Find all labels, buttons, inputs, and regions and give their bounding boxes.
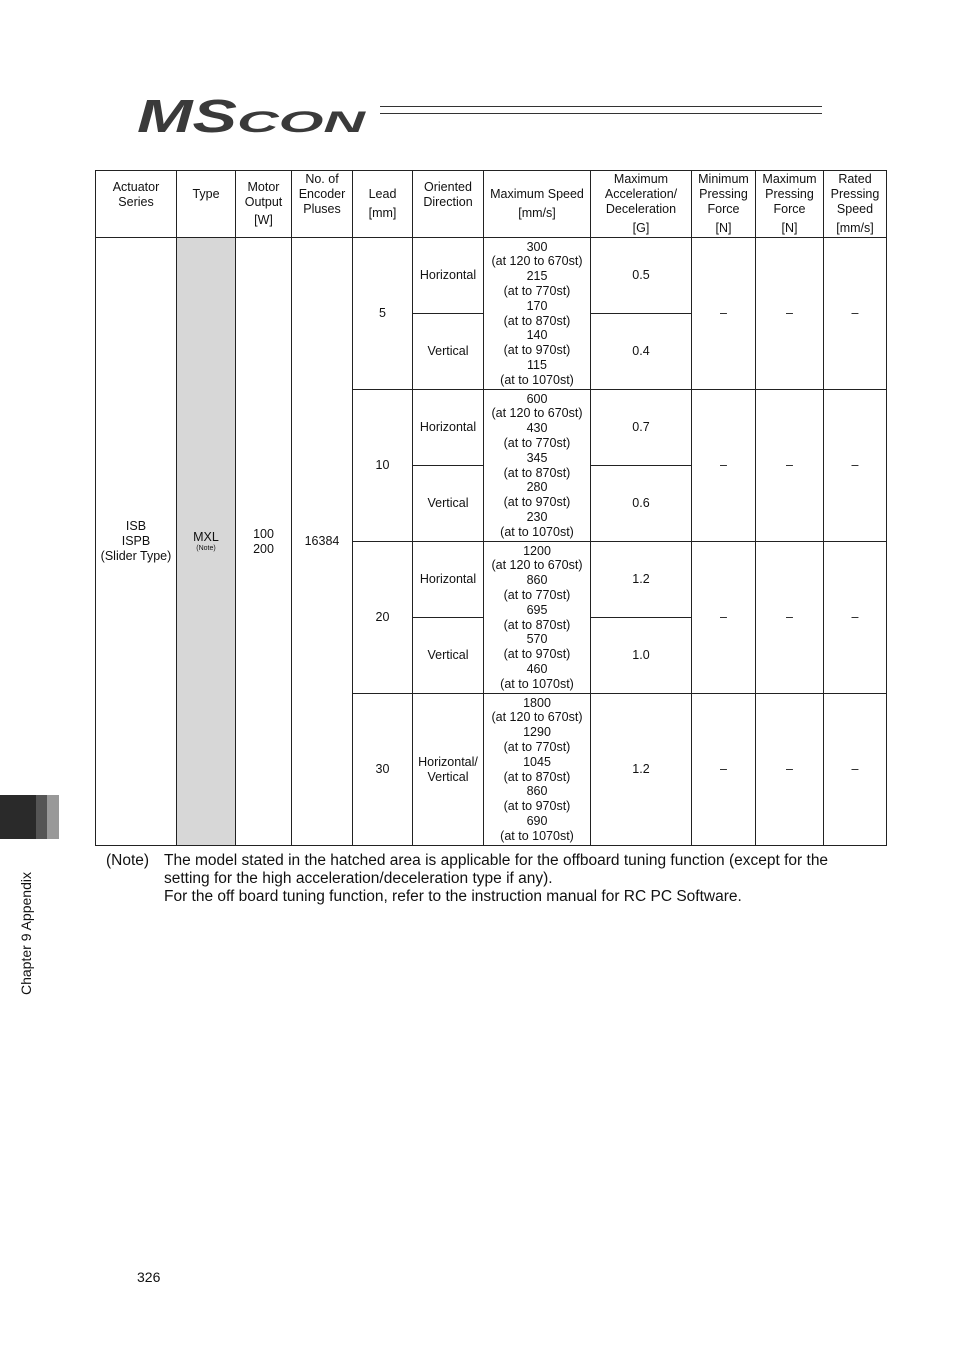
cell-line: (at to 970st) (503, 495, 571, 510)
cell-line: (at 120 to 670st) (491, 406, 583, 421)
header-rule-top (380, 106, 822, 107)
spec-table (95, 170, 887, 846)
cell-line: (at to 770st) (503, 739, 571, 754)
direction-cell: Horizontal/ Vertical (413, 694, 484, 846)
direction-cell: Vertical (413, 618, 484, 694)
chapter-tab-mid (36, 795, 47, 839)
max-accel-cell: 1.0 (591, 618, 692, 694)
lead-cell: 20 (353, 542, 413, 694)
header-direction: Oriented Direction (413, 171, 484, 238)
cell-line: (at 120 to 670st) (491, 254, 583, 269)
header-series: Actuator Series (96, 171, 177, 238)
lead-cell: 5 (353, 238, 413, 390)
header-max-speed: Maximum Speed [mm/s] (484, 171, 591, 238)
page-number: 326 (137, 1269, 161, 1285)
lead-cell: 10 (353, 390, 413, 542)
cell-line: (at to 1070st) (500, 828, 574, 843)
cell-line: 690 (526, 813, 548, 828)
chapter-tab-dark (0, 795, 36, 839)
max-speed-cell (484, 694, 591, 846)
cell-line: (at to 870st) (503, 313, 571, 328)
cell-line: (at to 770st) (503, 283, 571, 298)
cell-line: 860 (526, 784, 548, 799)
cell-line: 140 (526, 328, 548, 343)
cell-line: 695 (526, 602, 548, 617)
motor-output-cell (236, 238, 292, 846)
max-speed-cell (484, 390, 591, 542)
cell-line: ISB (125, 519, 147, 534)
cell-line: (Slider Type) (100, 548, 172, 563)
max-press-cell: – (756, 238, 824, 390)
chapter-label: Chapter 9 Appendix (18, 872, 34, 995)
rated-speed-cell: – (824, 390, 887, 542)
cell-line: (at to 1070st) (500, 676, 574, 691)
mscon-logo (137, 92, 369, 140)
cell-line: 1800 (523, 695, 551, 710)
type-cell (177, 238, 236, 846)
cell-line: 115 (527, 357, 547, 372)
footnote (106, 852, 866, 906)
max-accel-cell: 0.7 (591, 390, 692, 466)
footnote-label: (Note) (106, 852, 150, 869)
min-press-cell: – (692, 694, 756, 846)
header-type: Type (177, 171, 236, 238)
cell-line: (at to 1070st) (500, 372, 574, 387)
rated-speed-cell: – (824, 238, 887, 390)
max-press-cell: – (756, 390, 824, 542)
max-accel-cell: 0.6 (591, 466, 692, 542)
cell-line: 100 (253, 526, 274, 541)
direction-cell: Horizontal (413, 238, 484, 314)
min-press-cell: – (692, 390, 756, 542)
cell-line: (at to 970st) (503, 647, 571, 662)
cell-line: (at to 870st) (503, 465, 571, 480)
cell-line: (at to 770st) (503, 435, 571, 450)
cell-line: 1045 (523, 754, 551, 769)
cell-line: (at to 970st) (503, 799, 571, 814)
chapter-tab-light (47, 795, 59, 839)
header-max-accel: Maximum Acceleration/ Deceleration [G] (591, 171, 692, 238)
footnote-line: For the off board tuning function, refer to the instruction manual for RC PC Software. (164, 888, 742, 905)
actuator-series-cell (96, 238, 177, 846)
header-encoder: No. of Encoder Pluses (292, 171, 353, 238)
cell-line: 215 (526, 269, 548, 284)
cell-line: (at to 870st) (503, 769, 571, 784)
cell-line: 345 (526, 450, 548, 465)
direction-cell: Vertical (413, 314, 484, 390)
cell-line: (at 120 to 670st) (491, 558, 583, 573)
cell-line: 230 (526, 509, 548, 524)
cell-line: 1290 (523, 725, 551, 740)
table-header-row (96, 171, 887, 238)
header-rated-speed: Rated Pressing Speed [mm/s] (824, 171, 887, 238)
max-press-cell: – (756, 694, 824, 846)
max-speed-cell (484, 238, 591, 390)
cell-line: 1200 (523, 543, 551, 558)
cell-line: (at to 870st) (503, 617, 571, 632)
header-motor-output: Motor Output [W] (236, 171, 292, 238)
max-press-cell: – (756, 542, 824, 694)
cell-line: 430 (526, 421, 548, 436)
max-accel-cell: 1.2 (591, 542, 692, 618)
direction-cell: Horizontal (413, 542, 484, 618)
cell-line: 280 (526, 480, 548, 495)
header-rule-bottom (380, 113, 822, 114)
cell-line: 570 (526, 632, 548, 647)
encoder-cell: 16384 (292, 238, 353, 846)
cell-line: 300 (526, 239, 548, 254)
footnote-line: The model stated in the hatched area is applicable for the offboard tuning function (except for the setting for the high acceleration/deceleration type if any). (164, 852, 829, 887)
rated-speed-cell: – (824, 542, 887, 694)
header-min-press: Minimum Pressing Force [N] (692, 171, 756, 238)
max-speed-cell (484, 542, 591, 694)
cell-line: 460 (526, 661, 548, 676)
header-lead: Lead [mm] (353, 171, 413, 238)
cell-line: 600 (526, 391, 548, 406)
type-note-mark: (Note) (196, 545, 216, 553)
type-value: MXL (193, 529, 219, 544)
max-accel-cell: 0.5 (591, 238, 692, 314)
max-accel-cell: 1.2 (591, 694, 692, 846)
direction-cell: Horizontal (413, 390, 484, 466)
rated-speed-cell: – (824, 694, 887, 846)
cell-line: (at to 770st) (503, 587, 571, 602)
table-row (96, 238, 887, 314)
min-press-cell: – (692, 238, 756, 390)
cell-line: 170 (526, 298, 548, 313)
cell-line: (at to 1070st) (500, 524, 574, 539)
header-max-press: Maximum Pressing Force [N] (756, 171, 824, 238)
direction-cell: Vertical (413, 466, 484, 542)
cell-line: ISPB (121, 534, 151, 549)
logo-con-text: CON (237, 106, 368, 139)
cell-line: 200 (253, 541, 274, 556)
lead-cell: 30 (353, 694, 413, 846)
logo-ms-text: MS (137, 92, 238, 140)
min-press-cell: – (692, 542, 756, 694)
cell-line: (at 120 to 670st) (491, 710, 583, 725)
cell-line: 860 (526, 573, 548, 588)
max-accel-cell: 0.4 (591, 314, 692, 390)
cell-line: (at to 970st) (503, 343, 571, 358)
